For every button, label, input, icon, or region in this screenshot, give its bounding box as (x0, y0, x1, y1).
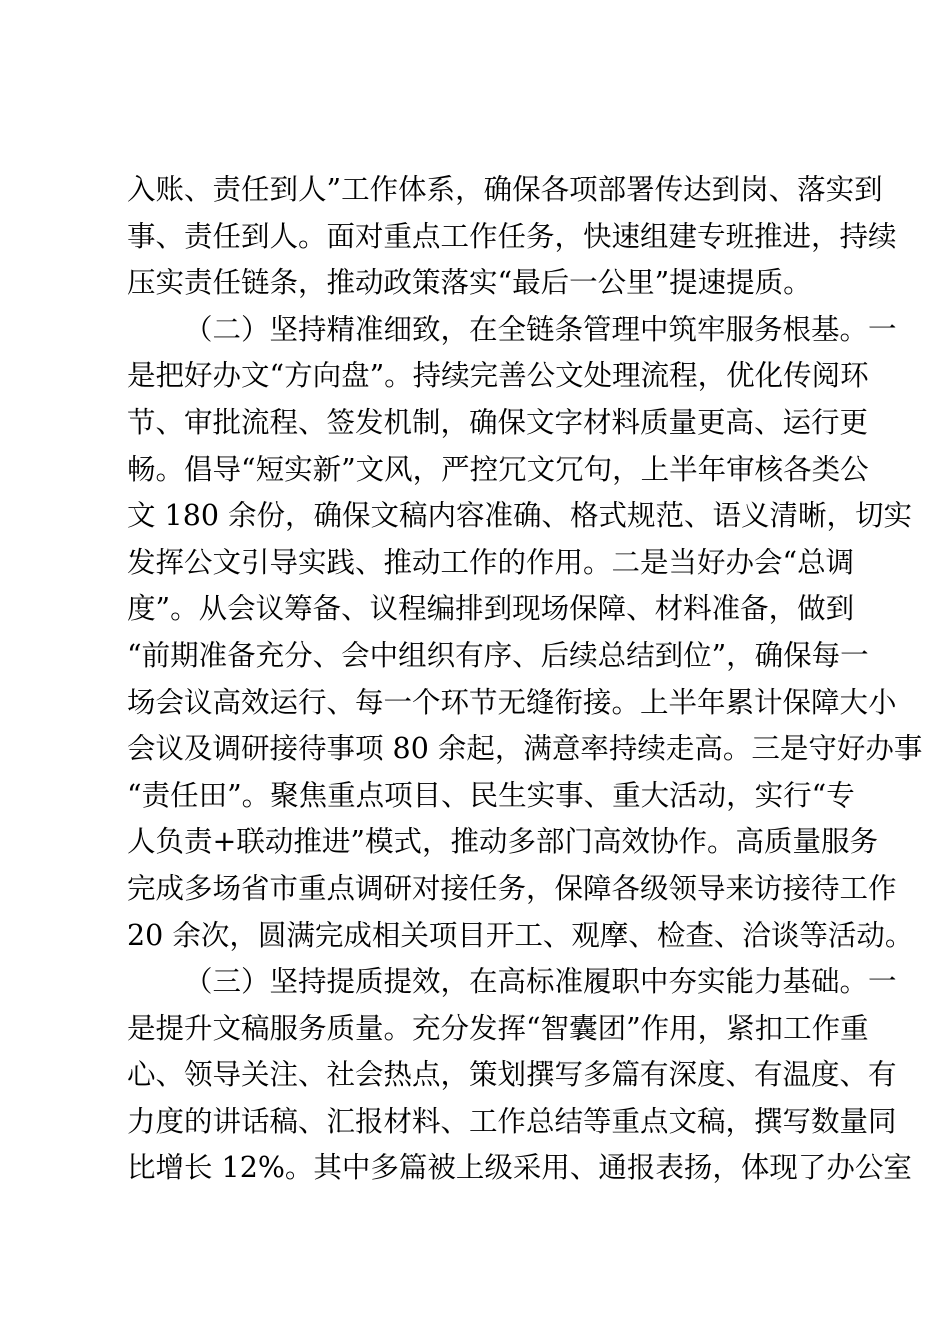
text-line: 心、领导关注、社会热点，策划撰写多篇有深度、有温度、有 (127, 1058, 897, 1092)
text-line: 是提升文稿服务质量。充分发挥“智囊团”作用，紧扣工作重 (127, 1011, 869, 1045)
text-line: 度”。从会议筹备、议程编排到现场保障、材料准备，做到 (127, 592, 855, 626)
text-line: （二）坚持精准细致，在全链条管理中筑牢服务根基。一 (184, 312, 897, 346)
text-line: 人负责+联动推进”模式，推动多部门高效协作。高质量服务 (127, 825, 878, 859)
text-line: “前期准备充分、会中组织有序、后续总结到位”，确保每一 (127, 638, 869, 672)
text-line: 发挥公文引导实践、推动工作的作用。二是当好办会“总调 (127, 545, 855, 579)
text-line: 入账、责任到人”工作体系，确保各项部署传达到岗、落实到 (127, 173, 883, 206)
text-line: 比增长 12%。其中多篇被上级采用、通报表扬，体现了办公室 (127, 1151, 912, 1185)
text-line: 事、责任到人。面对重点工作任务，快速组建专班推进，持续 (127, 219, 897, 253)
text-line: 畅。倡导“短实新”文风，严控冗文冗句，上半年审核各类公 (127, 452, 869, 486)
text-line: 完成多场省市重点调研对接任务，保障各级领导来访接待工作 (127, 871, 897, 905)
text-line: 是把好办文“方向盘”。持续完善公文处理流程，优化传阅环 (127, 359, 869, 393)
text-line: 力度的讲话稿、汇报材料、工作总结等重点文稿，撰写数量同 (127, 1104, 897, 1138)
text-line: “责任田”。聚焦重点项目、民生实事、重大活动，实行“专 (127, 778, 855, 812)
text-line: 20 余次，圆满完成相关项目开工、观摩、检查、洽谈等活动。 (127, 918, 914, 952)
text-line: 场会议高效运行、每一个环节无缝衔接。上半年累计保障大小 (127, 685, 897, 719)
text-line: （三）坚持提质提效，在高标准履职中夯实能力基础。一 (184, 965, 897, 999)
text-line: 文 180 余份，确保文稿内容准确、格式规范、语义清晰，切实 (127, 499, 913, 533)
text-line: 会议及调研接待事项 80 余起，满意率持续走高。三是守好办事 (127, 732, 923, 766)
text-line: 节、审批流程、签发机制，确保文字材料质量更高、运行更 (127, 405, 869, 439)
body-text (127, 167, 923, 1192)
text-line: 压实责任链条，推动政策落实“最后一公里”提速提质。 (127, 266, 812, 300)
